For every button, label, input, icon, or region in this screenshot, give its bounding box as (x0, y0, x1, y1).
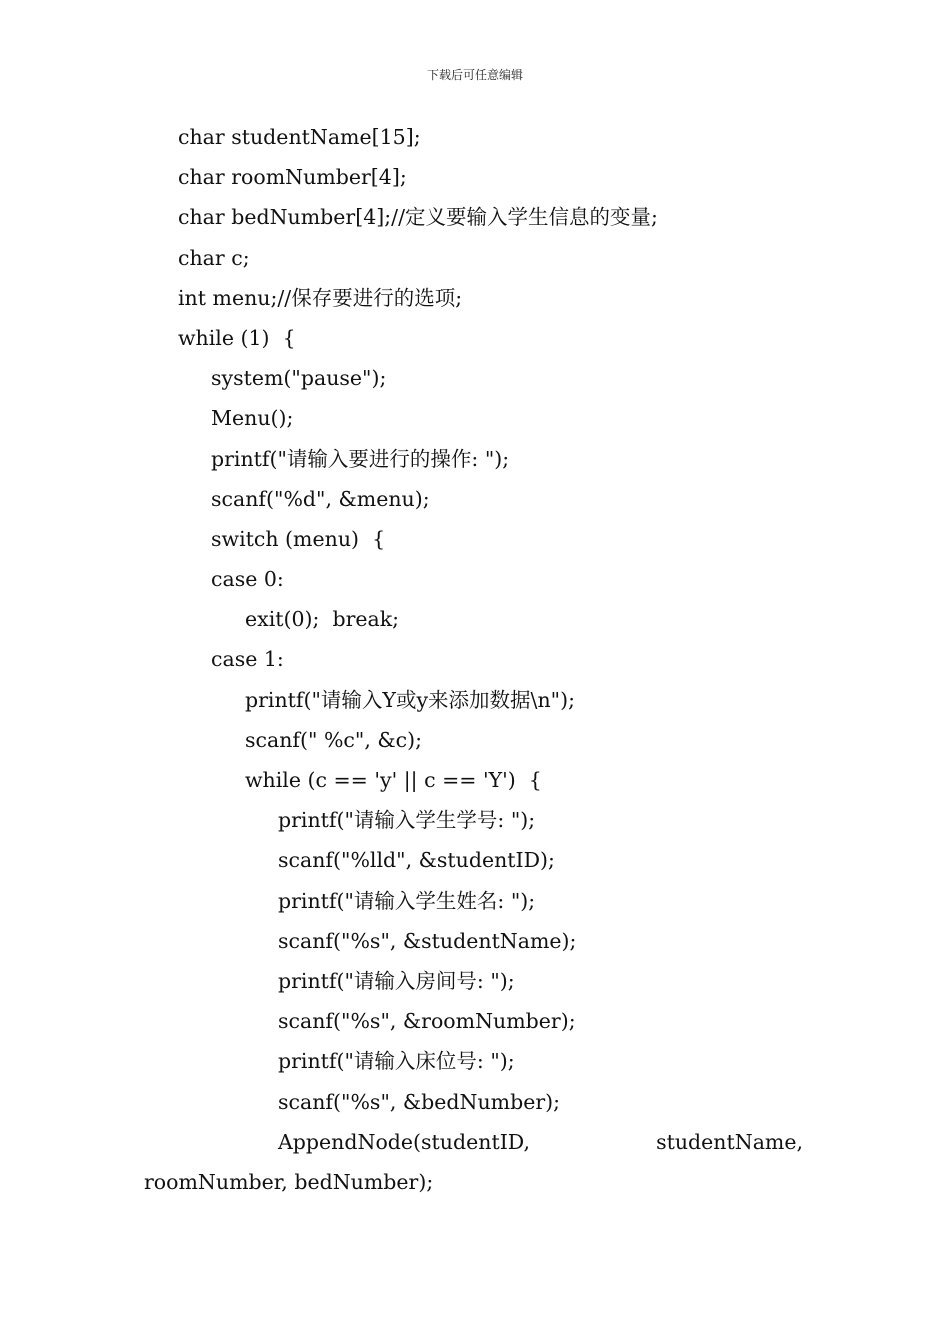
code-line (0, 479, 950, 519)
code-text: char roomNumber[4]; (178, 165, 407, 190)
code-line (0, 278, 950, 318)
code-line (0, 398, 950, 438)
code-line (0, 680, 950, 720)
code-line (0, 800, 950, 840)
code-line (0, 881, 950, 921)
code-line (0, 1001, 950, 1041)
code-text: char studentName[15]; (178, 125, 421, 149)
code-line (0, 720, 950, 760)
code-line (0, 117, 950, 157)
code-text: scanf("%s", &bedNumber); (278, 1089, 561, 1114)
code-line (0, 961, 950, 1001)
code-line (0, 639, 950, 679)
code-line (0, 157, 950, 197)
code-text: while (c == 'y' || c == 'Y') { (245, 768, 542, 792)
code-text: int menu;//保存要进行的选项; (178, 285, 463, 310)
code-text: scanf("%s", &roomNumber); (278, 1009, 576, 1034)
code-segment: AppendNode(studentID, (278, 1129, 531, 1154)
code-text: printf("请输入学生姓名: "); (278, 888, 536, 913)
code-text: printf("请输入要进行的操作: "); (211, 446, 510, 471)
code-text: scanf("%lld", &studentID); (278, 848, 555, 873)
code-text: printf("请输入房间号: "); (278, 968, 515, 993)
code-line (0, 238, 950, 278)
code-segment: studentName, (656, 1129, 803, 1154)
code-text: char c; (178, 245, 250, 270)
code-line (0, 197, 950, 237)
code-block (0, 117, 950, 1202)
code-text: case 0: (211, 567, 284, 592)
code-line (0, 1041, 950, 1081)
code-text: scanf(" %c", &c); (245, 727, 423, 752)
code-text: Menu(); (211, 406, 294, 431)
code-text: scanf("%d", &menu); (211, 486, 430, 511)
code-text: printf("请输入学生学号: "); (278, 808, 536, 833)
code-line (0, 439, 950, 479)
code-text: switch (menu) { (211, 526, 386, 551)
code-line (0, 921, 950, 961)
code-text: scanf("%s", &studentName); (278, 928, 577, 953)
code-text: while (1) { (178, 325, 296, 350)
code-text: roomNumber, bedNumber); (144, 1169, 434, 1194)
code-text: case 1: (211, 647, 284, 672)
code-text: exit(0); break; (245, 607, 400, 632)
code-text: system("pause"); (211, 366, 387, 391)
code-text: printf("请输入床位号: "); (278, 1049, 515, 1074)
code-line-continuation (0, 1162, 950, 1202)
code-line (0, 599, 950, 639)
code-line (0, 559, 950, 599)
code-line-append-node (0, 1122, 950, 1162)
code-line (0, 760, 950, 800)
page-header: 下载后可任意编辑 (426, 68, 523, 82)
code-line (0, 519, 950, 559)
code-text: printf("请输入Y或y来添加数据\n"); (245, 687, 575, 712)
code-line (0, 840, 950, 880)
code-line (0, 358, 950, 398)
code-text: char bedNumber[4];//定义要输入学生信息的变量; (178, 205, 658, 230)
code-line (0, 318, 950, 358)
code-line (0, 1082, 950, 1122)
